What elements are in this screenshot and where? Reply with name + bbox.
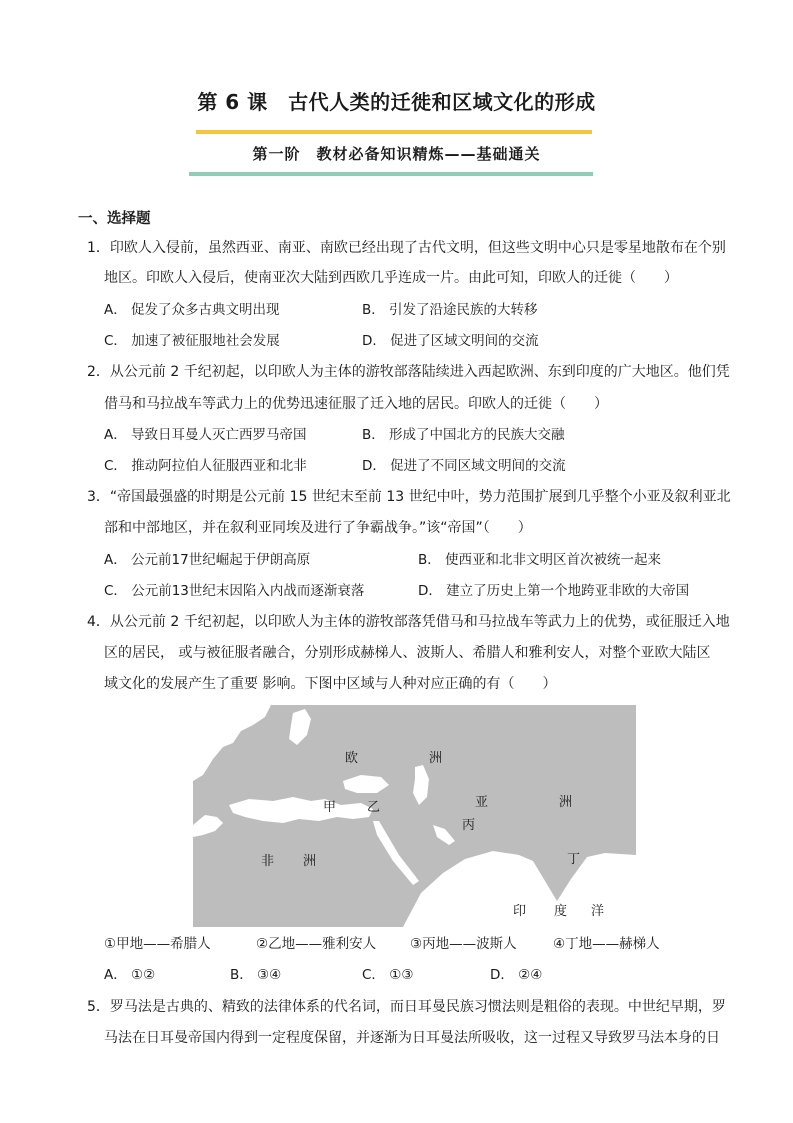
q4-text-line1: 4．从公元前 2 千纪初起，以印欧人为主体的游牧部落凭借马和马拉战车等武力上的优势，或征服迁入地 [87,614,730,630]
eurasia-africa-map [193,705,636,927]
q2-text-line1: 2．从公元前 2 千纪初起，以印欧人为主体的游牧部落陆续进入西起欧洲、东到印度的广大地区。他们凭 [87,364,730,380]
subtitle-underline-teal [189,172,593,176]
q4-statement-3: ③丙地——波斯人 [410,936,517,952]
q1-option-c[interactable]: C． 加速了被征服地社会发展 [104,333,280,349]
map-svg [193,705,636,927]
q5-text-line1: 5．罗马法是古典的、精致的法律体系的代名词，而日耳曼民族习惯法则是粗俗的表现。中世纪早期，罗 [87,999,726,1015]
q3-option-d[interactable]: D． 建立了历史上第一个地跨亚非欧的大帝国 [418,583,690,599]
map-label-bing: 丙 [462,818,476,833]
q3-text-line2: 部和中部地区，并在叙利亚同埃及进行了争霸战争。”该“帝国”（ ） [104,520,532,536]
q3-option-c[interactable]: C． 公元前13世纪末因陷入内战而逐渐衰落 [104,583,365,599]
q1-option-b[interactable]: B． 引发了沿途民族的大转移 [362,302,538,318]
map-label-asia-2: 洲 [559,795,573,810]
title-underline-yellow [196,130,592,134]
q1-option-a[interactable]: A． 促发了众多古典文明出现 [104,302,280,318]
page-title: 第 6 课 古代人类的迁徙和区域文化的形成 [197,90,596,114]
q1-option-d[interactable]: D． 促进了区域文明间的交流 [362,333,539,349]
map-label-europe-2: 洲 [429,751,443,766]
q4-option-c[interactable]: C． ①③ [362,967,414,983]
q4-option-d[interactable]: D． ②④ [490,967,543,983]
map-label-ding: 丁 [567,852,581,867]
map-label-ocean-2: 度 [554,904,568,919]
q5-text-line2: 马法在日耳曼帝国内得到一定程度保留，并逐渐为日耳曼法所吸收，这一过程又导致罗马法本身的日 [104,1030,720,1046]
q4-text-line3: 域文化的发展产生了重要 影响。下图中区域与人种对应正确的有（ ） [104,676,557,692]
q4-statement-2: ②乙地——雅利安人 [256,936,377,952]
q2-option-b[interactable]: B． 形成了中国北方的民族大交融 [362,427,565,443]
section-title: 一、选择题 [78,211,151,227]
map-label-europe-1: 欧 [345,751,359,766]
map-label-africa-1: 非 [261,854,275,869]
q4-statement-1: ①甲地——希腊人 [104,936,211,952]
q4-text-line2: 区的居民， 或与被征服者融合，分别形成赫梯人、波斯人、希腊人和雅利安人，对整个亚欧大陆区 [104,645,711,661]
q4-option-a[interactable]: A． ①② [104,967,156,983]
q3-option-b[interactable]: B． 使西亚和北非文明区首次被统一起来 [418,552,662,568]
q2-option-c[interactable]: C． 推动阿拉伯人征服西亚和北非 [104,458,307,474]
q1-text-line1: 1．印欧人入侵前，虽然西亚、南亚、南欧已经出现了古代文明，但这些文明中心只是零星地散布在个别 [87,240,726,256]
map-label-jia: 甲 [323,800,337,815]
q2-option-d[interactable]: D． 促进了不同区域文明间的交流 [362,458,566,474]
q2-option-a[interactable]: A． 导致日耳曼人灭亡西罗马帝国 [104,427,307,443]
q4-option-b[interactable]: B． ③④ [230,967,282,983]
map-label-africa-2: 洲 [303,854,317,869]
q3-text-line1: 3．“帝国最强盛的时期是公元前 15 世纪末至前 13 世纪中叶，势力范围扩展到几乎整个小亚及叙利亚北 [87,489,731,505]
q3-option-a[interactable]: A． 公元前17世纪崛起于伊朗高原 [104,552,311,568]
map-label-ocean-3: 洋 [591,904,605,919]
q4-statement-4: ④丁地——赫梯人 [553,936,660,952]
map-label-ocean-1: 印 [513,904,527,919]
q2-text-line2: 借马和马拉战车等武力上的优势迅速征服了迁入地的居民。印欧人的迁徙（ ） [104,396,608,412]
map-label-asia-1: 亚 [475,795,489,810]
q1-text-line2: 地区。印欧人入侵后，使南亚次大陆到西欧几乎连成一片。由此可知，印欧人的迁徙（ ） [104,270,678,286]
page-subtitle: 第一阶 教材必备知识精炼——基础通关 [252,145,541,163]
map-label-yi: 乙 [367,800,381,815]
